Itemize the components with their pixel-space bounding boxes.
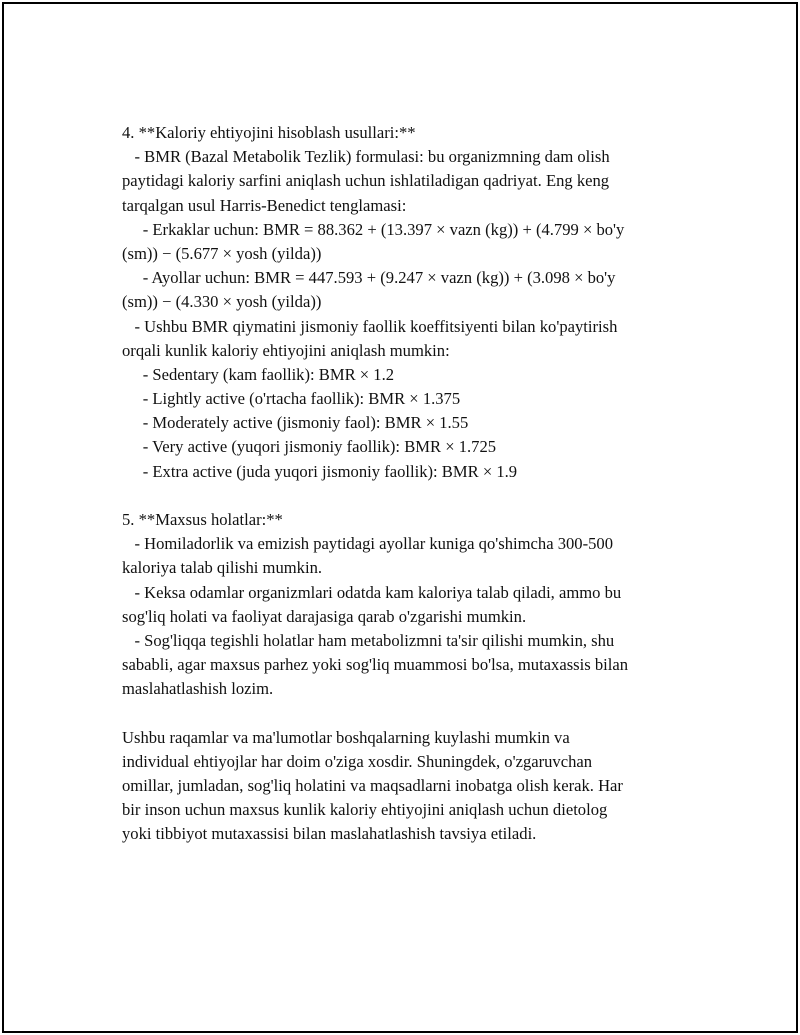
closing-line: Ushbu raqamlar va ma'lumotlar boshqalarning kuylashi mumkin va	[122, 727, 570, 747]
section-4-heading: 4. **Kaloriy ehtiyojini hisoblash usullari:**	[122, 123, 416, 142]
section-4-line: - Moderately active (jismoniy faol): BMR × 1.55	[122, 413, 469, 433]
section-4-line: (sm)) − (4.330 × yosh (yilda))	[122, 292, 322, 312]
section-5-line: - Sog'liqqa tegishli holatlar ham metabolizmni ta'sir qilishi mumkin, shu	[122, 630, 615, 650]
section-4-line: - Lightly active (o'rtacha faollik): BMR × 1.375	[122, 389, 461, 409]
section-5-line: maslahatlashish lozim.	[122, 679, 274, 699]
section-5-heading: 5. **Maxsus holatlar:**	[122, 510, 283, 529]
section-5-line: kaloriya talab qilishi mumkin.	[122, 558, 323, 578]
section-5-line: - Keksa odamlar organizmlari odatda kam kaloriya talab qiladi, ammo bu	[122, 582, 622, 602]
section-4-line: - Extra active (juda yuqori jismoniy faollik): BMR × 1.9	[122, 461, 518, 481]
section-4-line: (sm)) − (5.677 × yosh (yilda))	[122, 243, 322, 263]
section-5-line: sog'liq holati va faoliyat darajasiga qarab o'zgarishi mumkin.	[122, 606, 527, 626]
section-4-line: - Erkaklar uchun: BMR = 88.362 + (13.397 × vazn (kg)) + (4.799 × bo'y	[122, 219, 625, 239]
section-4-line: - Very active (yuqori jismoniy faollik): BMR × 1.725	[122, 437, 497, 457]
paragraph-spacer	[122, 702, 702, 726]
section-4-line: - BMR (Bazal Metabolik Tezlik) formulasi: bu organizmning dam olish	[122, 147, 610, 167]
document-body	[122, 121, 702, 847]
section-5-line: sababli, agar maxsus parhez yoki sog'liq muammosi bo'lsa, mutaxassis bilan	[122, 655, 629, 675]
closing-line: individual ehtiyojlar har doim o'ziga xosdir. Shuningdek, o'zgaruvchan	[122, 751, 593, 771]
section-4-line: - Sedentary (kam faollik): BMR × 1.2	[122, 364, 395, 384]
section-4-line: - Ushbu BMR qiymatini jismoniy faollik koeffitsiyenti bilan ko'paytirish	[122, 316, 618, 336]
section-4-line: paytidagi kaloriy sarfini aniqlash uchun ishlatiladigan qadriyat. Eng keng	[122, 171, 610, 191]
page-frame	[2, 2, 798, 1033]
section-5-line: - Homiladorlik va emizish paytidagi ayollar kuniga qo'shimcha 300-500	[122, 534, 614, 554]
closing-line: omillar, jumladan, sog'liq holatini va maqsadlarni inobatga olish kerak. Har	[122, 776, 623, 796]
closing-line: bir inson uchun maxsus kunlik kaloriy ehtiyojini aniqlash uchun dietolog	[122, 800, 608, 820]
section-4-line: orqali kunlik kaloriy ehtiyojini aniqlash mumkin:	[122, 340, 450, 360]
closing-line: yoki tibbiyot mutaxassisi bilan maslahatlashish tavsiya etiladi.	[122, 824, 537, 844]
section-4-line: tarqalgan usul Harris-Benedict tenglamasi:	[122, 195, 407, 215]
paragraph-spacer	[122, 484, 702, 508]
section-4-line: - Ayollar uchun: BMR = 447.593 + (9.247 × vazn (kg)) + (3.098 × bo'y	[122, 268, 616, 288]
